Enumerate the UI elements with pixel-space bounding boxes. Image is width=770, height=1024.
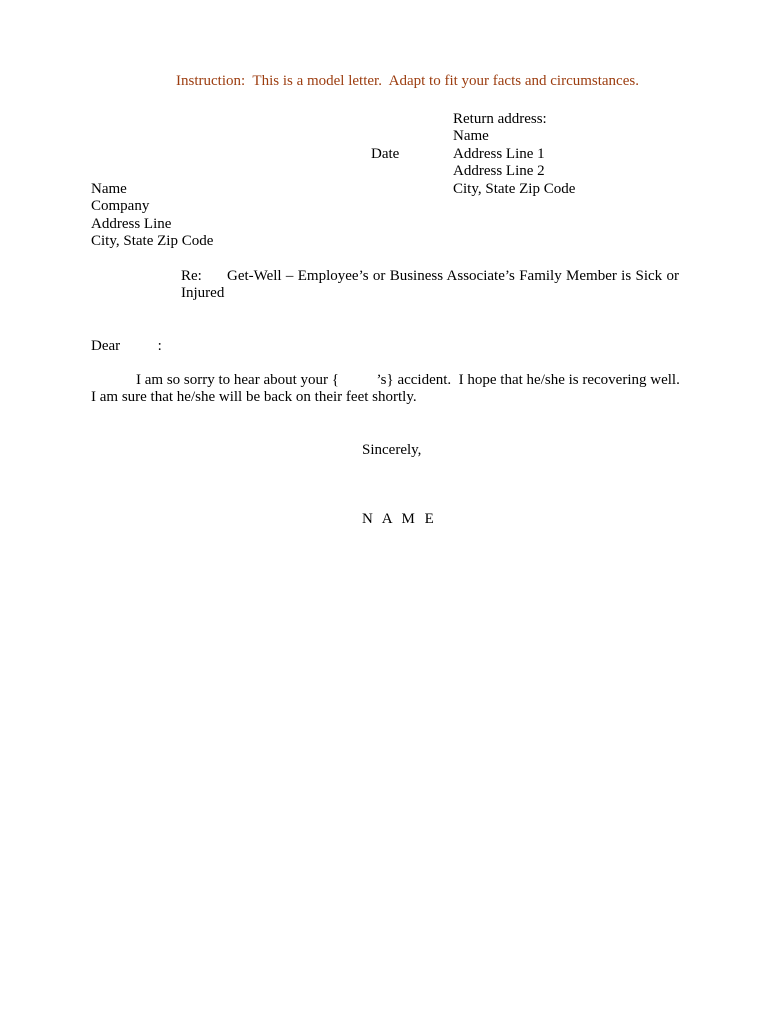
return-address-name: Name (453, 128, 489, 145)
subject-text-line2: Injured (181, 285, 225, 302)
date-field: Date (371, 146, 400, 162)
return-address-block (453, 111, 575, 198)
recipient-name: Name (91, 181, 127, 197)
return-address-city-state-zip: City, State Zip Code (453, 180, 576, 197)
body-paragraph (91, 372, 679, 407)
closing: Sincerely, (362, 442, 422, 458)
return-address-line1: Address Line 1 (453, 145, 545, 162)
subject-line (181, 268, 679, 303)
return-address-line2: Address Line 2 (453, 163, 545, 180)
recipient-city-state-zip: City, State Zip Code (91, 233, 214, 250)
recipient-company: Company (91, 198, 150, 215)
body-line1: I am so sorry to hear about your { ’s} accident. I hope that he/she is recovering well. (136, 372, 680, 388)
instruction-note: Instruction: This is a model letter. Adapt to fit your facts and circumstances. (176, 73, 639, 89)
return-address-heading: Return address: (453, 111, 547, 127)
recipient-address-block (91, 181, 213, 251)
subject-text-line1: Get-Well – Employee’s or Business Associate’s Family Member is Sick or (227, 268, 679, 284)
salutation: Dear : (91, 338, 162, 354)
subject-label: Re: (181, 268, 202, 284)
recipient-address: Address Line (91, 215, 172, 232)
body-line2: I am sure that he/she will be back on their feet shortly. (91, 389, 417, 406)
signature-name: N A M E (362, 511, 437, 527)
